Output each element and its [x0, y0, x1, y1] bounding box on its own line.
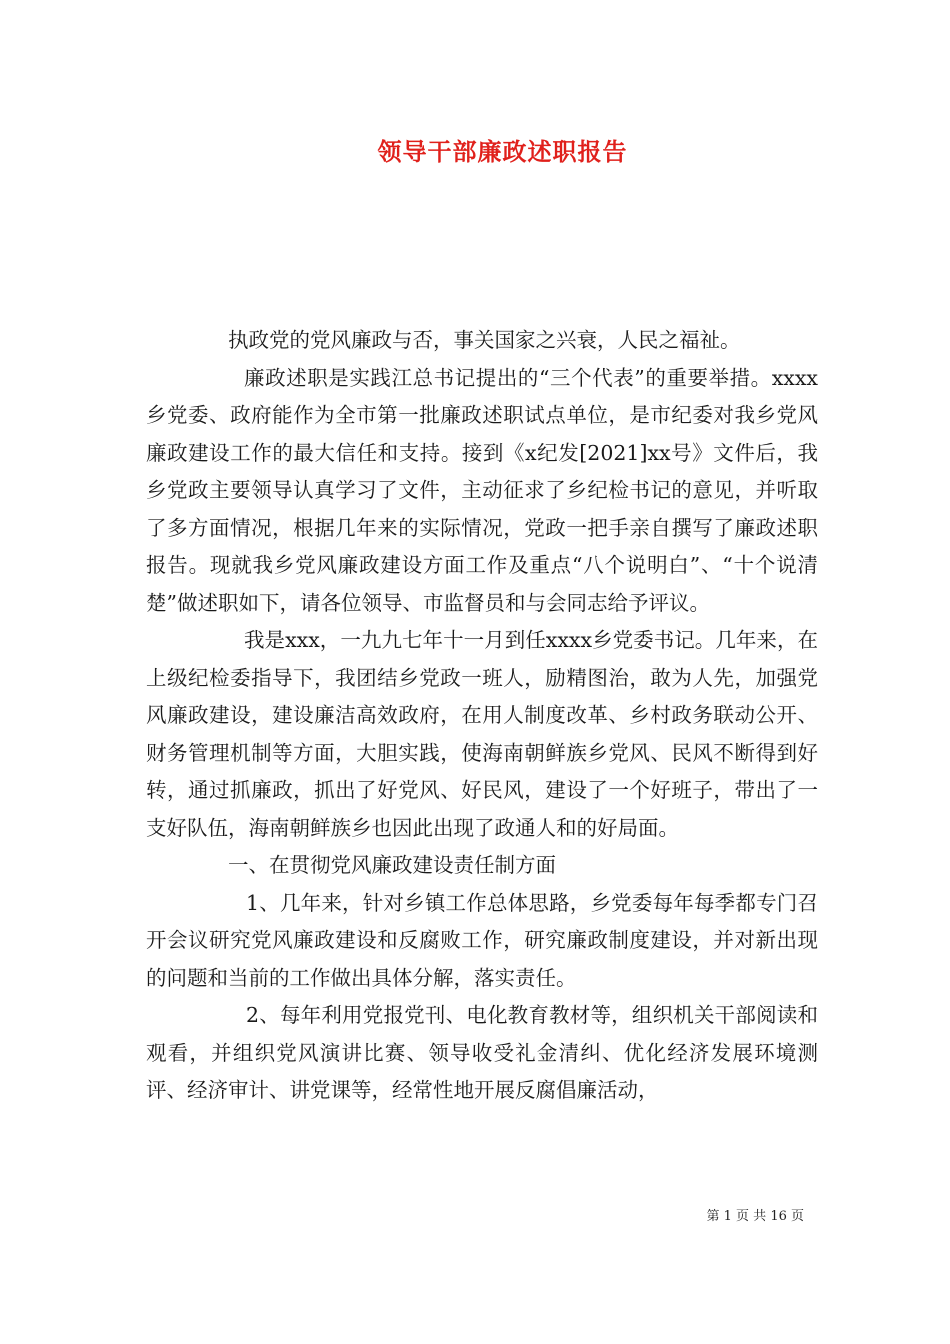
document-title: 领导干部廉政述职报告 — [377, 138, 628, 166]
paragraph-background: 廉政述职是实践江总书记提出的“三个代表”的重要举措。xxxx乡党委、政府能作为全市第一批廉政述职试点单位，是市纪委对我乡党风廉政建设工作的最大信任和支持。接到《x纪发[2021]xx号》文件后，我乡党政主要领导认真学习了文件，主动征求了乡纪检书记的意见，并听取了多方面情况，根据几年来的实际情况，党政一把手亲自撰写了廉政述职报告。现就我乡党风廉政建设方面工作及重点“八个说明白”、“十个说清楚”做述职如下，请各位领导、市监督员和与会同志给予评议。 — [146, 365, 818, 615]
paragraph-item-1: 1、几年来，针对乡镇工作总体思路，乡党委每年每季都专门召开会议研究党风廉政建设和反腐败工作，研究廉政制度建设，并对新出现的问题和当前的工作做出具体分解，落实责任。 — [146, 890, 818, 990]
paragraph-intro: 执政党的党风廉政与否，事关国家之兴衰，人民之福祉。 — [228, 328, 741, 352]
section-heading-1: 一、在贯彻党风廉政建设责任制方面 — [228, 853, 556, 877]
page-number-footer: 第 1 页 共 16 页 — [706, 1209, 804, 1224]
paragraph-item-2: 2、每年利用党报党刊、电化教育教材等，组织机关干部阅读和观看，并组织党风演讲比赛、领导收受礼金清纠、优化经济发展环境测评、经济审计、讲党课等，经常性地开展反腐倡廉活动， — [146, 1003, 818, 1102]
document-body — [146, 322, 818, 1110]
paragraph-self-introduction: 我是xxx，一九九七年十一月到任xxxx乡党委书记。几年来，在上级纪检委指导下，我团结乡党政一班人，励精图治，敢为人先，加强党风廉政建设，建设廉洁高效政府，在用人制度改革、乡村政务联动公开、财务管理机制等方面，大胆实践，使海南朝鲜族乡党风、民风不断得到好转，通过抓廉政，抓出了好党风、好民风，建设了一个好班子，带出了一支好队伍，海南朝鲜族乡也因此出现了政通人和的好局面。 — [146, 628, 818, 840]
